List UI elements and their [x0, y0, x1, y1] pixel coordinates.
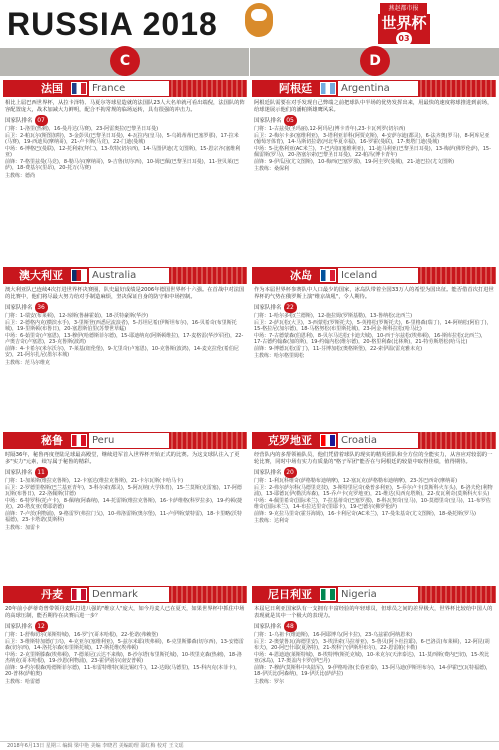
team-name-en: Peru: [89, 433, 169, 448]
fifa-rank-row: [3, 114, 247, 126]
flag-icon: [320, 82, 336, 95]
team-denmark: [3, 586, 247, 687]
squad-line: 前锋：9-约尔根森(哈德斯菲尔德)，11-布雷特维特(莱比锡红牛)，12-达姆(马德里)，15-科内克(本菲卡)，20-普林(萨帕奥): [5, 664, 241, 677]
page-header: [0, 0, 499, 46]
rank-number: 22: [284, 302, 297, 313]
fifa-rank-row: [252, 301, 496, 313]
rank-label: 国家队排名: [5, 305, 33, 311]
rank-number: 48: [284, 621, 297, 632]
team-iceland: [252, 267, 496, 361]
squad-line: 前锋：4-卡希尔(米尔沃尔)，7-莱基(纽伦堡)，9-尤里奇(卢塞恩)，10-克鲁斯(波鸿)，14-麦克拉伦(希伯尼安)，21-阿尔扎尼(墨尔本城): [5, 345, 239, 358]
team-name-cn: 澳大利亚: [19, 269, 63, 282]
squad-line: 前锋：7-格里兹曼(马竞)，8-勒马尔(摩纳哥)，9-吉鲁(切尔西)，10-姆巴佩(巴黎圣日耳曼)，11-登贝莱(巴萨)，18-费基尔(里昂)，20-托万(马赛): [5, 158, 239, 171]
team-name-en: France: [89, 81, 169, 96]
team-header: [252, 80, 496, 97]
rank-label: 国家队排名: [5, 118, 33, 124]
fifa-rank-row: [3, 466, 247, 478]
flag-icon: [320, 434, 336, 447]
squad-line: 后卫：2-弗尔萨尔科(马德里竞技)，3-斯特里尼奇(桑普多利亚)，5-乔尔卢卡(莫斯科火车头)，6-洛夫伦(利物浦)，13-耶德瓦伊(勒沃库森)，15-乔卢卡(克罗地亚)，21-维达(贝西克塔斯)，22-皮瓦利奇(莫斯科火车头): [254, 484, 493, 497]
header-pattern: [171, 586, 247, 603]
group-d-label: D: [360, 46, 390, 76]
fifa-rank-row: [252, 620, 496, 632]
head-coach: 主教练：桑保利: [254, 166, 290, 172]
team-header: [3, 267, 247, 284]
team-peru: [3, 432, 247, 533]
squad-line: 中场：6-博格巴(曼联)，12-托利索(拜仁)，13-坎特(切尔西)，14-马图伊迪(尤文图斯)，15-恩宗齐(塞维利亚): [5, 145, 241, 158]
squad-line: 门将：1-舒梅切尔(莱斯特城)，16-罗宁(哥本哈根)，22-伦诺(弗赖堡): [5, 632, 159, 638]
rank-number: 20: [284, 467, 297, 478]
squad-line: 中场：4-佩里希奇(国际米兰)，7-拉基蒂奇(巴塞罗那)，8-科瓦契奇(皇马)，10-莫德里奇(皇马)，11-布罗佐维奇(国际米兰)，14-布拉达里奇(里耶卡)，19-巴德尔(佛罗伦萨): [254, 497, 491, 510]
team-croatia: [252, 432, 496, 526]
team-name-cn: 阿根廷: [279, 82, 312, 95]
team-name-cn: 克罗地亚: [268, 434, 312, 447]
squad-line: 门将：1-洛里(热刺)，16-曼丹达(马赛)，23-阿雷奥拉(巴黎圣日耳曼): [5, 126, 159, 132]
team-intro: 20年前小萨蒂奇曾带领丹麦队打进八强的"维京人"庞大，如今丹麦人已在夏天，如果世界杯中抓住中场的高球压制，能否期待在决赛后进一步？: [5, 606, 245, 619]
squad-line: 前锋：7-卢茨(利物浦)，9-格雷罗(弗拉门戈)，10-弗洛雷斯(奥尔堡)，11-卢伊斯(蒙特雷)，18-卡里略(沃特福德)，23-卡塔诺(莫斯科): [5, 510, 243, 523]
page-number: 03: [396, 32, 412, 46]
head-coach: 主教练：罗尔: [254, 678, 285, 685]
squad-line: 中场：6-特罗科(托卢卡)，8-佩纳(阿森纳)，14-托雷斯(维拉克鲁斯)，16-卡萨维格(科罗拉多)，19-约顿(捷克)，20-塔皮亚(费耶诺德): [5, 497, 243, 510]
team-intro: 澳大利亚队已连续4次打进世界杯决赛圈，队史最好成绩是2006年德国世界杯十六强。在首战中对法国的比赛中，他们将尽最大努力给对手制造麻烦，坚决保证自身的防守和中场控制。: [5, 287, 245, 300]
header-pattern: [420, 432, 496, 449]
squad-line: 门将：1-乌祖卡(维迪斯)，16-阿耶博乌(阿卡拉)，23-乌兹霍(阿纳恩米): [254, 632, 413, 638]
flag-icon: [71, 434, 87, 447]
squad-line: 前锋：9-克拉马里奇(霍芬海姆)，16-卡利尼奇(AC米兰)，17-曼朱基奇(尤文图斯)，18-桑托斯(罗马): [254, 510, 476, 517]
fifa-rank-row: [252, 114, 496, 126]
team-name-cn: 尼日利亚: [268, 588, 312, 601]
team-intro: 时隔36年，秘鲁再度登陆足球最高殿堂，继续进军首入世界杯开始正式的比赛。为这支球队注入了更多"实力"元素，续写属于秘鲁的精彩。: [5, 452, 240, 465]
fifa-rank-row: [3, 301, 247, 313]
team-name-en: Croatia: [338, 433, 418, 448]
head-coach: 主教练：加雷卡: [5, 524, 41, 531]
squad-line: 门将：1-哈尔多松(兰德斯)，12-施拉姆(罗斯基勒)，13-鲁纳松(北西兰): [254, 313, 413, 319]
team-name-cn: 法国: [41, 82, 63, 95]
squad-line: 后卫：2-帕瓦尔(斯图加特)，3-金彭贝(巴黎圣日耳曼)，4-瓦拉内(皇马)，5-乌姆蒂蒂(巴塞罗那)，17-拉米(马赛)，19-西迪贝(摩纳哥)，21-卢卡斯(马竞)，22-门迪(曼城): [5, 132, 239, 145]
rank-label: 国家队排名: [254, 305, 282, 311]
squad-line: 后卫：2-奥蒙鲁瓦(海德里安)，3-埃泽索(马拉蒂亚)，5-鲁贝(阿卜杜拉耶)，6-巴洛贡(布莱顿)，12-阿昆(胡布夫)，20-阿巴什耶(夏洛特)，21-埃科宁(伊斯坦布尔)，22-恩雷帕(卡勒): [254, 638, 490, 651]
squad-line: 后卫：2-德格内克(横滨水手)，3-里斯登(西悉尼流浪者)，5-苏坦尼希(伊斯坦布尔)，16-贝希奇(布里斯托城)，19-里斯顿(布鲁日)，20-塞恩斯伯里(苏黎世草蜢): [5, 319, 237, 332]
header-pattern: [171, 80, 247, 97]
page-footer: 2018年6月13日 星期三 编辑 梁中艳 美编 李晓君 美编助理 邵红梅 校对 王文瑶: [0, 741, 499, 750]
team-australia: [3, 267, 247, 368]
squad-line: 中场：7-古德蒙森(伯恩利)，8-贝尔马达松(卡迪夫城)，10-西于尔兹松(埃弗顿)，16-斯库拉松(北西兰)，17-古德约翰森(加的斯)，19-约翰内松(维尔德)，20-格里利森(比林斯)，21-特劳斯塔松(哈马比): [254, 332, 486, 345]
flag-icon: [71, 269, 87, 282]
team-nigeria: [252, 586, 496, 687]
squad-line: 中场：6-茹里奇(卢塞恩)，13-穆伊(哈德斯菲尔德)，15-耶迪纳克(阿斯顿维拉)，17-麦格雷(华沙军团)，22-卢奥吉奇(卢塞恩)，23-克鲁斯(波鸿): [5, 332, 244, 345]
team-name-en: Nigeria: [338, 587, 418, 602]
rank-label: 国家队排名: [254, 470, 282, 476]
team-intro: 本届尼日利亚国家队有一支拥有丰富经验的年轻球员，但球员之间的差异极大，世界杯比较给中国人的表现就是其中一个极大的表现力。: [254, 606, 493, 619]
team-header: [252, 432, 496, 449]
fifa-rank-row: [3, 620, 247, 632]
head-coach: 主教练：范马尔维克: [5, 359, 51, 366]
head-coach: 主教练：德尚: [5, 172, 36, 179]
squad-line: 中场：2-克里斯滕森(埃弗顿)，7-德莱尼(云达不来梅)，8-沙尔塔(布里斯托城)，10-埃里克森(热刺)，18-洛杰纳克(哥本哈根)，19-沙恩(利物浦)，23-霍伊别尔(南安普顿): [5, 651, 242, 664]
squad-line: 后卫：2-萨瓦松(大卫)，3-西蒙松(罗斯托夫)，5-英格松(罗斯托夫)，6-里格森(瑞丁)，14-阿纳松(阿伯丁)，15-格拉尼(加尔德)，18-马格努松(布里斯托城)，23-阿金·斯科拉松(哈马比): [254, 319, 492, 332]
team-france: [3, 80, 247, 181]
head-coach: 主教练：达利奇: [254, 518, 290, 524]
rank-label: 国家队排名: [5, 624, 33, 630]
rank-label: 国家队排名: [5, 470, 33, 476]
flag-icon: [71, 588, 87, 601]
header-pattern: [420, 267, 496, 284]
header-pattern: [420, 586, 496, 603]
squad-line: 门将：1-加莱斯(维拉克鲁斯)，12-卡塞达(维拉克鲁斯)，21-卡尔瓦斯(卡哈马卡): [5, 478, 184, 484]
flag-icon: [320, 269, 336, 282]
team-intro: 作为本届世界杯参赛队中人口最少的国家，冰岛队带着全国33万人的希望为国出征。能否借首次打进世界杯的气势在俄罗斯上演"维京战吼"，令人期待。: [254, 287, 494, 300]
squad-line: 前锋：7-穆萨(莫斯科中央陆军)，9-伊格哈洛(长春亚泰)，13-阿马迪(伊斯坦布尔)，14-伊霍巴(瓦特福德)，18-伊沃比(阿森纳)，19-伊沃比(萨萨拉): [254, 664, 491, 677]
squad-line: 前锋：9-博德瓦松(雷丁)，11-芬博加松(奥格斯堡)，22-索伊温(雷克雅未克): [254, 345, 423, 352]
fifa-rank-row: [252, 466, 496, 478]
team-intro: 经营队内的多帮领袖队员，他们凭借着球队的现实的精英团队和全方位的全能实力，从容应对较弱的一轮比赛，同时中场有实力有质量的"格子军团"能否在与阿根廷的较量中取得佳绩，值得期待。: [254, 452, 493, 465]
head-coach: 主教练：哈雷德: [5, 678, 41, 685]
header-pattern: [420, 80, 496, 97]
rank-number: 36: [35, 302, 48, 313]
squad-line: 门将：1-古兹曼(圣玛丽),12-阿玛尼(博卡青年),23-卡瓦列罗(切尔西): [254, 126, 406, 132]
squad-line: 后卫：2-罗德里格斯(巴兰基亚青年)，3-科尔索(都灵)，5-阿瓦纳(大学体育)，15-兰莫斯(克雷塞)，17-阿德瓦斯(布鲁日)，22-洛佩斯(甘德): [5, 484, 242, 497]
flag-icon: [320, 588, 336, 601]
squad-line: 门将：1-利瓦科维奇(萨格勒布迪纳摩)，12-塞瓦克(萨格勒布迪纳摩)，23-苏巴西奇(摩纳哥): [254, 478, 458, 484]
rank-number: 11: [35, 467, 48, 478]
team-header: [252, 267, 496, 284]
squad-line: 前锋：9-伊瓜因(尤文图斯)，10-梅西(巴塞罗那)，19-阿圭罗(曼城)，21-迪巴拉(尤文图斯): [254, 158, 455, 165]
group-c-label: C: [110, 46, 140, 76]
rank-number: 05: [284, 115, 297, 126]
rank-number: 12: [35, 621, 48, 632]
publication-tag: 燕赵都市报: [380, 3, 427, 14]
team-header: [252, 586, 496, 603]
mascot-icon: [245, 3, 273, 37]
team-header: [3, 586, 247, 603]
team-name-en: Australia: [89, 268, 169, 283]
team-intro: 相比上届巴西世界杯，从拉卡泽特、马夏尔等球星造就的法国队23人大名单就可看出端倪，法国队的阵容配置庞大，战术加减大力鲜明，配合不拘常规的临场运转，具有很强的冲击力。: [5, 100, 245, 113]
team-name-cn: 秘鲁: [41, 434, 63, 447]
world-cup-badge: 世界杯: [378, 14, 430, 44]
header-pattern: [171, 267, 247, 284]
team-argentina: [252, 80, 496, 174]
rank-label: 国家队排名: [254, 624, 282, 630]
squad-line: 中场：4-恩迪迪(莱斯特城)，8-埃特博(斯托克城)，10-米克尔(天津泰达)，11-莫西斯(费内巴切)，15-埃比亚(冰岛)，17-奥盖内卡罗(伊巴丹): [254, 651, 490, 664]
rank-number: 07: [35, 115, 48, 126]
team-header: [3, 80, 247, 97]
team-intro: 阿根廷队需要在对手发现自己弊端之前把球队中半场的优势发挥出来，用最快的速度将球推进到前场，给球迷展示他们的潘帕斯雄鹰风采。: [254, 100, 493, 113]
head-coach: 主教练：哈尔格里姆松: [254, 353, 305, 359]
page-title: RUSSIA 2018: [7, 6, 218, 42]
team-name-en: Argentina: [338, 81, 418, 96]
team-name-cn: 丹麦: [41, 588, 63, 601]
squad-line: 后卫：3-维斯特加德(门兴)，4-克亚尔(塞维利亚)，5-兹尔米耶(埃弗顿)，6-克里斯滕森(切尔西)，13-安德雷森(切尔西)，14-洛托尔森(布里斯托城)，17-斯托维(埃弗顿): [5, 638, 244, 651]
flag-icon: [71, 82, 87, 95]
squad-line: 后卫：2-梅尔卡多(塞维利亚)，3-塔利亚菲科(阿贾克斯)，4-安萨尔迪(都灵)，6-法齐奥(罗马)，8-阿库尼亚(葡萄牙体育)，14-马斯切拉诺(河北华夏幸福)，16-罗霍(曼联)，17-奥塔门迪(曼城): [254, 132, 490, 145]
header-pattern: [171, 432, 247, 449]
team-name-cn: 冰岛: [290, 269, 312, 282]
team-name-en: Denmark: [89, 587, 169, 602]
rank-label: 国家队排名: [254, 118, 282, 124]
squad-line: 中场：5-比格利亚(AC米兰)，7-巴内加(塞维利亚)，11-迪马利亚(巴黎圣日耳曼)，13-梅萨(佛罗伦萨)，15-佩雷斯(罗马)，20-洛塞尔索(巴黎圣日耳曼)，22-帕冯(博卡青年): [254, 145, 491, 158]
squad-line: 门将：1-瑞安(布莱顿)，12-琼斯(鲁赫霍茹)，18-沃特豪斯(华沙): [5, 313, 149, 319]
team-header: [3, 432, 247, 449]
team-name-en: Iceland: [338, 268, 418, 283]
